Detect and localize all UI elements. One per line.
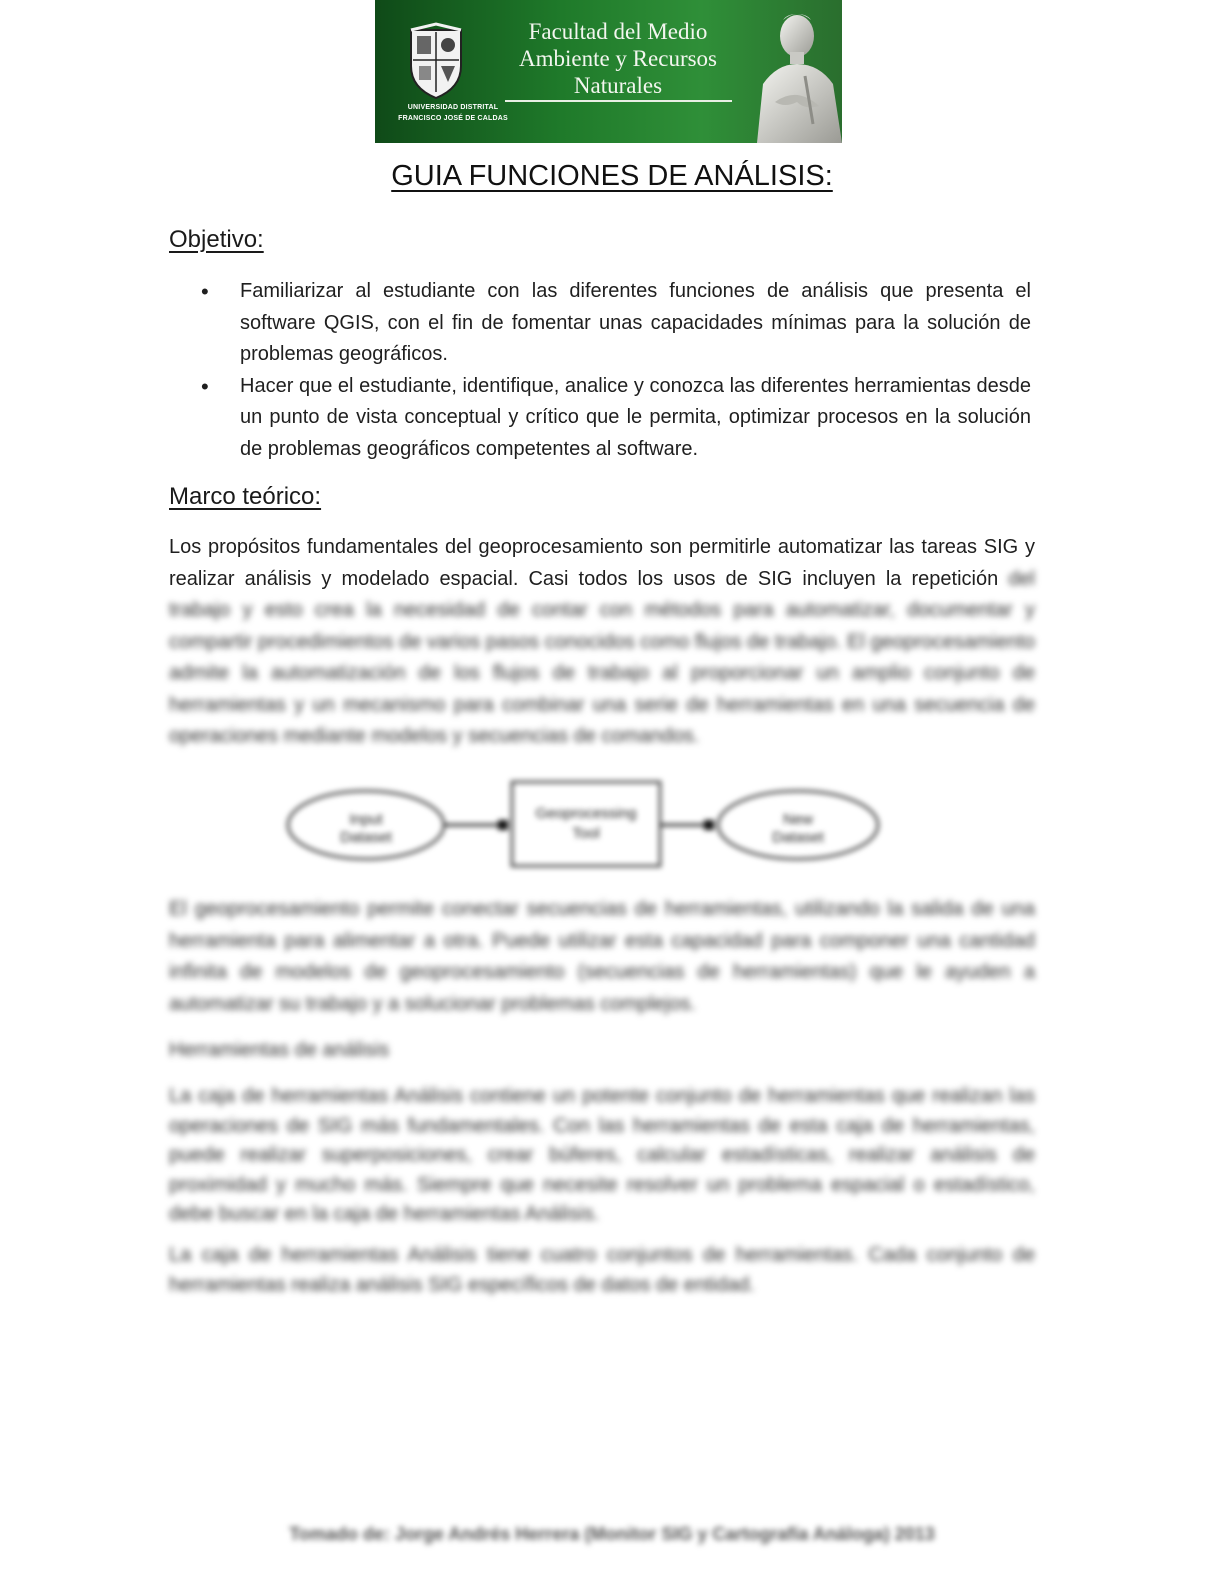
geoprocessing-flow-diagram <box>284 780 884 870</box>
objective-heading: Objetivo: <box>169 226 264 253</box>
objective-list <box>169 276 1031 465</box>
svg-text:Dataset: Dataset <box>772 829 824 846</box>
university-seal-icon <box>405 22 467 100</box>
faculty-banner <box>375 0 842 143</box>
faculty-name <box>503 18 733 99</box>
university-name-line2: FRANCISCO JOSÉ DE CALDAS <box>398 115 508 122</box>
framework-paragraph-3: La caja de herramientas Análisis contiene un potente conjunto de herramientas que realizan las operaciones de SIG más fundamentales. Con las herramientas de esta caja de herramientas, puede realizar superposiciones, crear búferes, calcular estadísticas, realizar análisis de proximidad y mucho más. Siempre que necesite resolver un problema espacial o estadístico, debe buscar en la caja de herramientas Análisis. <box>169 1085 1035 1225</box>
objective-item: • Hacer que el estudiante, identifique, analice y conozca las diferentes herramientas desde un punto de vista conceptual y crítico que le permita, optimizar procesos en la solución de problemas geográficos competentes al software. <box>169 371 1031 466</box>
geoprocessing-tool-node <box>512 782 660 866</box>
university-name-line1: UNIVERSIDAD DISTRITAL <box>407 104 499 111</box>
framework-intro-visible: Los propósitos fundamentales del geoprocesamiento son permitirle automatizar las tareas SIG y realizar análisis y modelado espacial. Casi todos los usos de SIG incluyen la repetición <box>169 536 1035 590</box>
framework-paragraph-2: El geoprocesamiento permite conectar secuencias de herramientas, utilizando la salida de una herramienta para alimentar a otra. Puede utilizar esta capacidad para componer una cantidad infinita de modelos de geoprocesamiento (secuencias de herramientas) que le ayuden a automatizar su trabajo y a solucionar problemas complejos. <box>169 898 1035 1015</box>
banner-divider <box>505 100 732 102</box>
page-title: GUIA FUNCIONES DE ANÁLISIS: <box>391 160 833 192</box>
page-footer: Tomado de: Jorge Andrés Herrera (Monitor SIG y Cartografía Análoga) 2013 <box>289 1524 935 1544</box>
geoprocessing-tool-label: Geoprocessing <box>535 805 637 822</box>
objective-item: • Familiarizar al estudiante con las diferentes funciones de análisis que presenta el software QGIS, con el fin de fomentar unas capacidades mínimas para la solución de problemas geográficos. <box>169 276 1031 371</box>
faculty-name-line1: Facultad del Medio <box>528 19 708 44</box>
svg-text:Tool: Tool <box>572 825 600 842</box>
faculty-name-line3: Naturales <box>573 73 663 98</box>
framework-intro-blurred: del trabajo y esto crea la necesidad de contar con métodos para automatizar, documentar y compartir procedimientos de varios pasos conocidos como flujos de trabajo. El geoprocesamiento admite la automatización de los flujos de trabajo al proporcionar un amplio conjunto de herramientas y un mecanismo para combinar una serie de herramientas en una secuencia de operaciones mediante modelos y secuencias de comandos. <box>169 567 1036 747</box>
framework-heading: Marco teórico: <box>169 483 322 510</box>
new-dataset-label: New <box>782 811 814 828</box>
framework-intro <box>169 532 1035 753</box>
statue-bust-image <box>753 6 842 143</box>
analysis-tools-subheading: Herramientas de análisis <box>169 1039 390 1061</box>
faculty-name-line2: Ambiente y Recursos <box>518 46 717 71</box>
svg-text:Dataset: Dataset <box>340 829 392 846</box>
input-dataset-label: Input <box>349 811 383 828</box>
framework-paragraph-4: La caja de herramientas Análisis tiene cuatro conjuntos de herramientas. Cada conjunto de herramientas realiza análisis SIG específicos de datos de entidad. <box>169 1244 1035 1296</box>
